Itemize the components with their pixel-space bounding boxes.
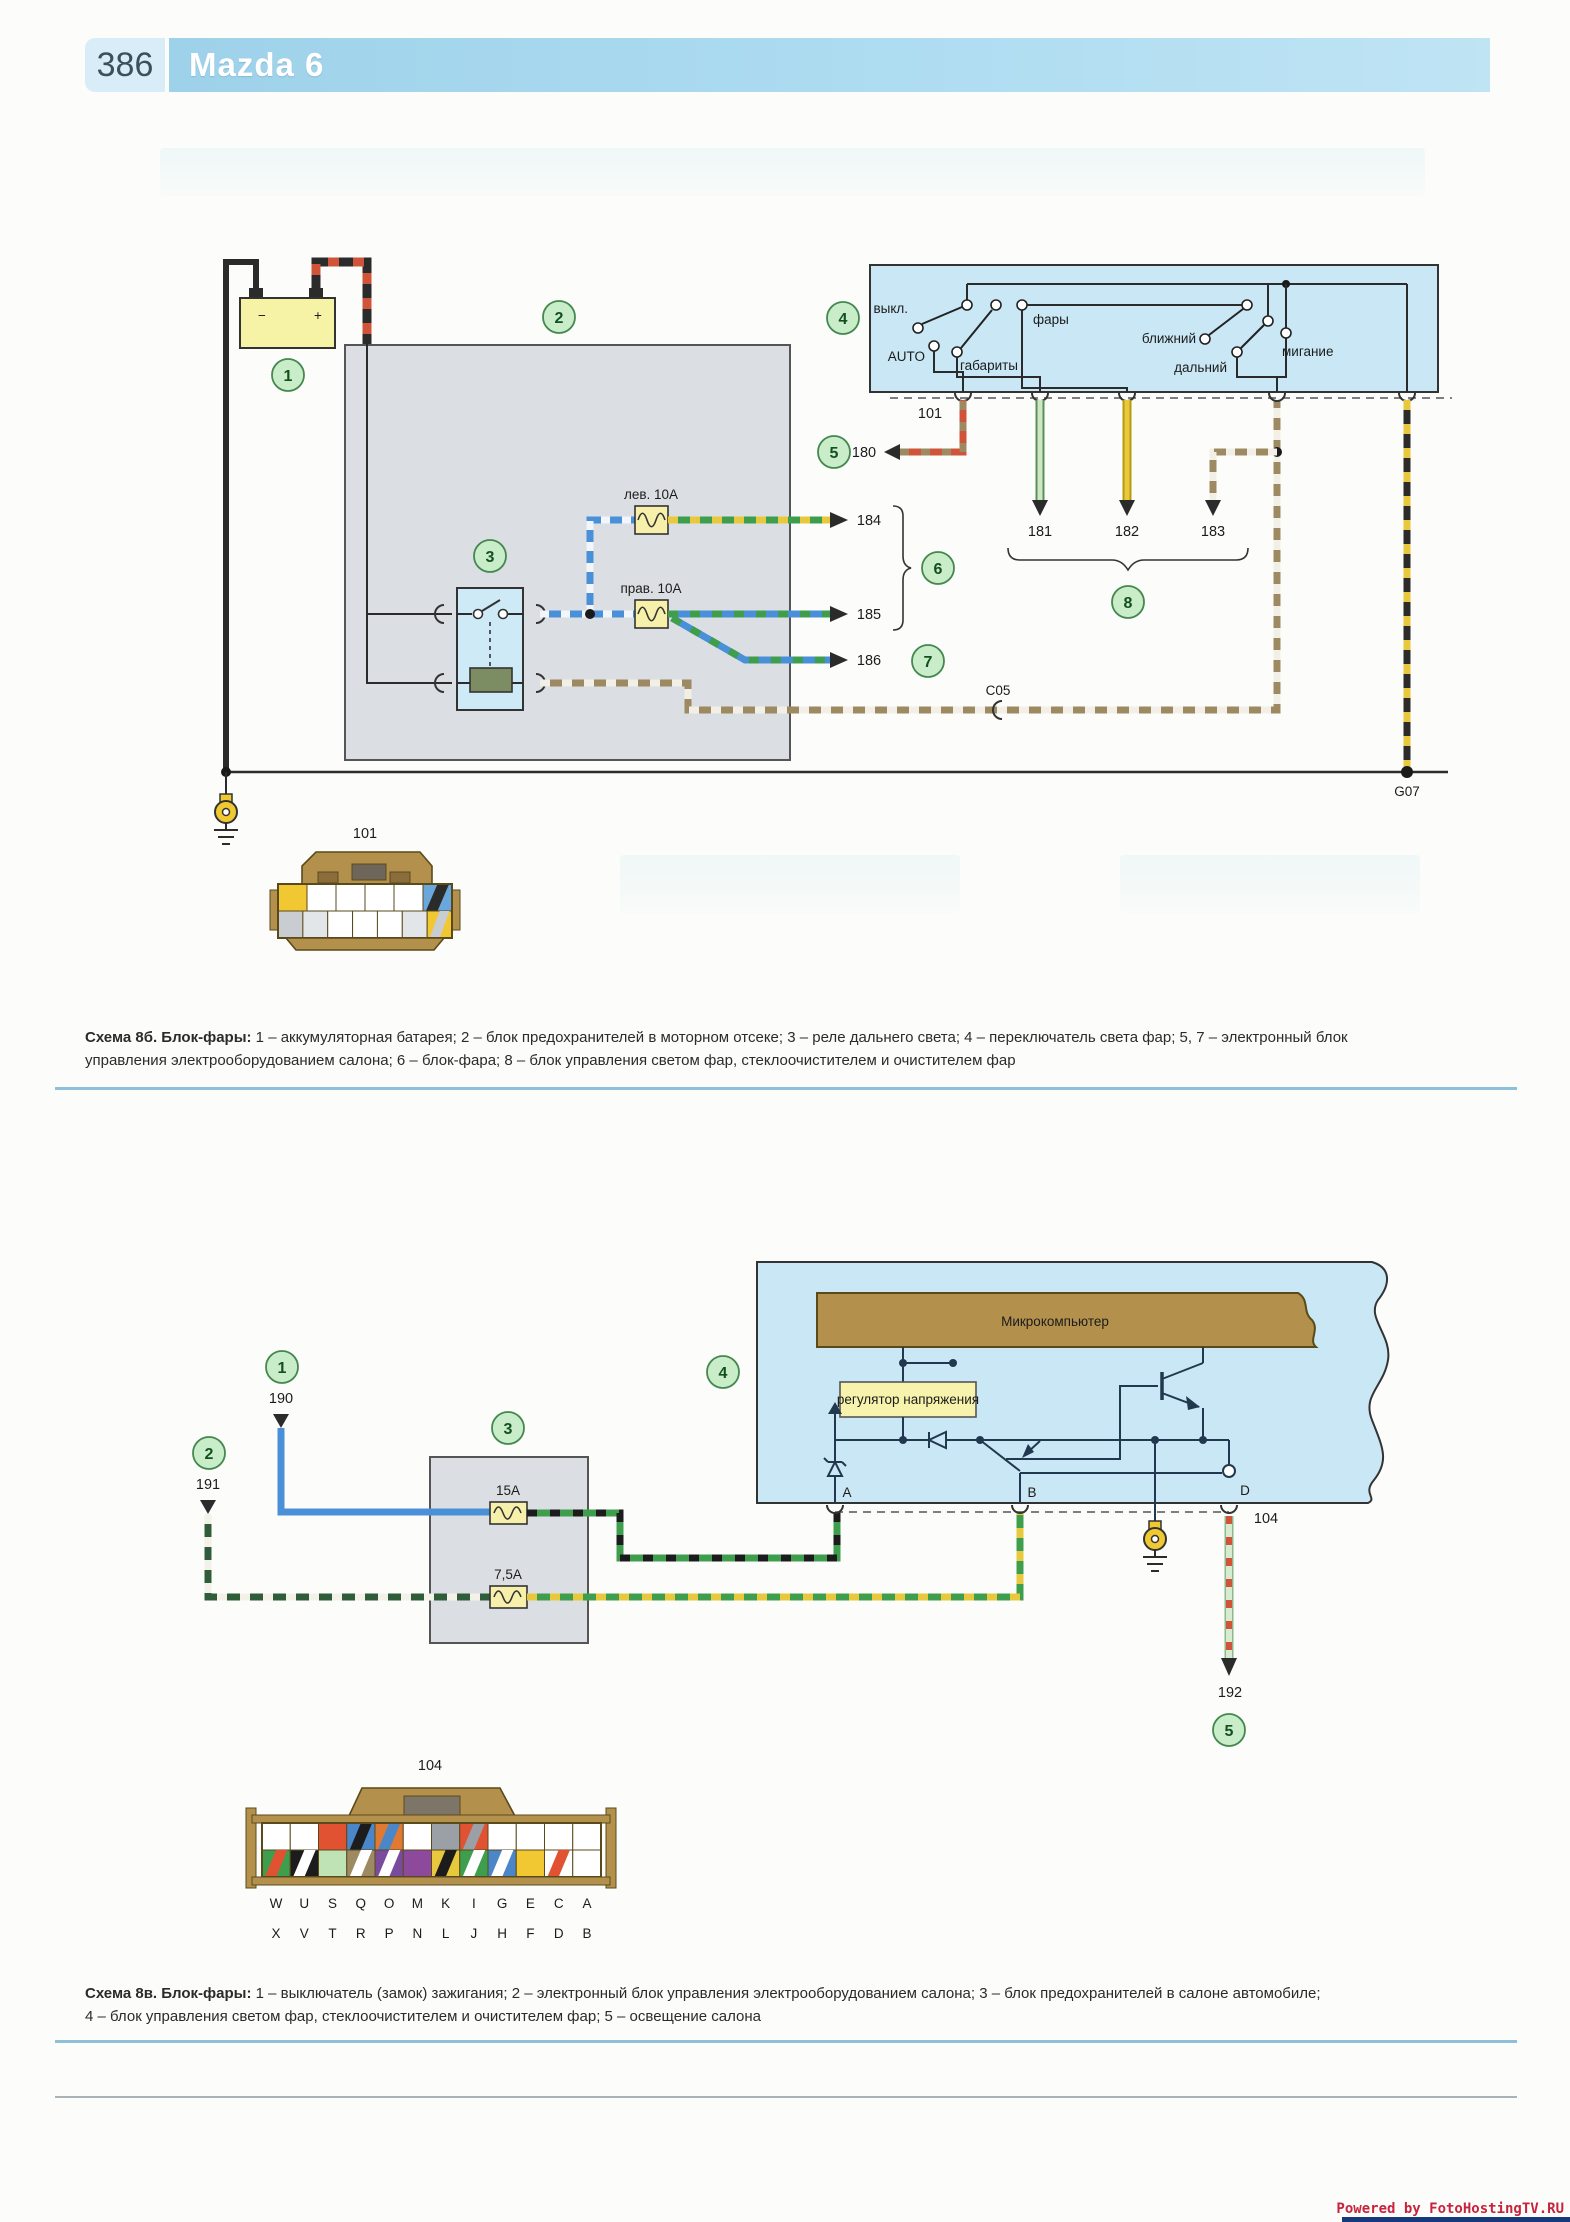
fuse-7-5a-label: 7,5А — [494, 1567, 522, 1582]
svg-text:5: 5 — [829, 445, 839, 462]
wire-190-label: 190 — [268, 1391, 294, 1407]
connector-104-pic-label: 104 — [417, 1758, 443, 1774]
connector-104-letters-bottom — [271, 1926, 591, 1941]
arrow-191 — [200, 1500, 216, 1514]
arrow-190 — [273, 1414, 289, 1428]
wire-182-label: 182 — [1114, 524, 1140, 540]
callout-4 — [827, 302, 859, 334]
svg-text:4: 4 — [718, 1365, 728, 1382]
fuse-right-label: прав. 10А — [620, 581, 682, 596]
connector-104-pin-letter: F — [526, 1926, 535, 1941]
connector-104-pin-letter: L — [441, 1926, 450, 1941]
connector-104-pin-letter: J — [470, 1926, 478, 1941]
arrow-186 — [830, 652, 848, 668]
battery-plus-label: + — [314, 308, 322, 323]
pin-b-label: B — [1027, 1485, 1037, 1500]
wire-184-label: 184 — [856, 513, 882, 529]
section-divider — [55, 2040, 1517, 2043]
arrow-182 — [1119, 500, 1135, 516]
connector-104-pin-letter: N — [412, 1926, 423, 1941]
switch-headlights-label: фары — [1033, 312, 1069, 327]
caption-8b-title: Схема 8б. Блок-фары: — [85, 1029, 252, 1046]
connector-104-pin-letter: Q — [355, 1896, 367, 1911]
callout-3 — [492, 1412, 524, 1444]
connector-104-pin-letter: C — [553, 1896, 564, 1911]
fuse-7-5a — [490, 1567, 527, 1608]
connector-104-pin-letter: X — [271, 1926, 281, 1941]
arrow-184 — [830, 512, 848, 528]
svg-text:7: 7 — [923, 654, 933, 671]
fuse-15a-label: 15А — [495, 1483, 521, 1498]
connector-104-pin-letter: S — [328, 1896, 338, 1911]
connector-104-pin-letter: B — [582, 1926, 592, 1941]
connector-101-picture — [270, 826, 460, 950]
caption-8b-line2: управления электрооборудованием салона; 6 – блок-фара; 8 – блок управления светом фар, стеклоочистителем и очистителем фар — [85, 1052, 1016, 1069]
caption-schema-8v — [85, 1982, 1505, 2028]
callout-2 — [543, 301, 575, 333]
wire-183 — [1213, 452, 1277, 500]
arrow-181 — [1032, 500, 1048, 516]
connector-104-pin-letter: H — [497, 1926, 508, 1941]
pin-a-label: A — [842, 1485, 852, 1500]
fuse-left-label: лев. 10А — [623, 487, 679, 502]
connector-101-pic-label: 101 — [352, 826, 378, 842]
wire-192-label: 192 — [1217, 1685, 1243, 1701]
connector-c05-label: C05 — [985, 683, 1011, 698]
connector-104-pin-letter: T — [328, 1926, 337, 1941]
bottom-edge-bar — [1342, 2217, 1570, 2222]
brace-headlamp — [893, 506, 911, 630]
brand-title: Mazda 6 — [189, 46, 325, 83]
connector-104-letters-top — [270, 1896, 592, 1911]
wire-180-label: 180 — [851, 445, 877, 461]
microcomputer-label: Микрокомпьютер — [1001, 1314, 1109, 1329]
switch-parking-label: габариты — [960, 358, 1019, 373]
voltage-regulator-label: регулятор напряжения — [836, 1392, 980, 1407]
svg-text:6: 6 — [933, 561, 943, 578]
page-number-text: 386 — [96, 45, 154, 84]
connector-104-pin-letter: I — [472, 1896, 476, 1911]
caption-8v-line2: 4 – блок управления светом фар, стеклоочистителем и очистителем фар; 5 – освещение салона — [85, 2008, 761, 2025]
connector-104-label: 104 — [1253, 1511, 1279, 1527]
svg-text:2: 2 — [554, 310, 564, 327]
wire-185-label: 185 — [856, 607, 882, 623]
svg-text:3: 3 — [485, 549, 495, 566]
connector-104-pin-letter: K — [441, 1896, 451, 1911]
high-beam-relay — [457, 588, 523, 710]
callout-7 — [912, 645, 944, 677]
engine-fusebox — [345, 345, 790, 760]
callout-4 — [707, 1356, 739, 1388]
light-switch-block — [870, 265, 1438, 392]
connector-104-pin-letter: R — [355, 1926, 366, 1941]
connector-104-pin-letter: V — [299, 1926, 309, 1941]
svg-text:3: 3 — [503, 1421, 513, 1438]
connector-104-pin-letter: M — [411, 1896, 423, 1911]
ground-eyelet-2 — [1143, 1521, 1167, 1571]
callout-8 — [1112, 586, 1144, 618]
caption-8v-title: Схема 8в. Блок-фары: — [85, 1985, 252, 2002]
arrow-185 — [830, 606, 848, 622]
svg-text:1: 1 — [277, 1360, 287, 1377]
connector-104-pin-letter: A — [582, 1896, 592, 1911]
battery — [240, 288, 335, 348]
wire-186-label: 186 — [856, 653, 882, 669]
brace-control-unit — [1008, 548, 1248, 570]
connector-104-pin-letter: P — [384, 1926, 394, 1941]
caption-8v-line1: 1 – выключатель (замок) зажигания; 2 – электронный блок управления электрооборудованием салона; 3 – блок предохранителей в салоне автомобиле; — [251, 1985, 1321, 2002]
callout-2 — [193, 1437, 225, 1469]
schema-8v — [193, 1262, 1388, 1941]
caption-schema-8b — [85, 1026, 1505, 1072]
arrow-180 — [884, 444, 900, 460]
connector-104-pin-letter: D — [553, 1926, 564, 1941]
connector-104-picture — [246, 1758, 616, 1941]
connector-104-pin-letter: G — [496, 1896, 508, 1911]
callout-3 — [474, 540, 506, 572]
svg-text:1: 1 — [283, 368, 293, 385]
connector-104-pin-letter: O — [383, 1896, 395, 1911]
connector-104-pin-letter: U — [299, 1896, 310, 1911]
callout-1 — [272, 359, 304, 391]
caption-8b-line1: 1 – аккумуляторная батарея; 2 – блок предохранителей в моторном отсеке; 3 – реле дальнего света; 4 – переключатель света фар; 5, 7 – электронный блок — [251, 1029, 1348, 1046]
switch-highbeam-label: дальний — [1174, 360, 1227, 375]
ground-eyelet — [214, 772, 238, 844]
callout-5 — [818, 436, 850, 468]
callout-1 — [266, 1351, 298, 1383]
watermark-text: Powered by FotoHostingTV.RU — [1336, 2201, 1564, 2217]
schema-8b — [214, 262, 1452, 950]
connector-104-pin-letter: W — [269, 1896, 283, 1911]
svg-text:2: 2 — [204, 1446, 214, 1463]
switch-off-label: выкл. — [873, 301, 908, 316]
connector-101-pins — [955, 393, 1415, 401]
svg-text:8: 8 — [1123, 595, 1133, 612]
switch-flash-label: мигание — [1282, 344, 1334, 359]
arrow-183 — [1205, 500, 1221, 516]
svg-text:5: 5 — [1224, 1723, 1234, 1740]
pin-d-label: D — [1240, 1483, 1250, 1498]
connector-104-pin-letter: E — [525, 1896, 535, 1911]
callout-5 — [1213, 1714, 1245, 1746]
ground-g07-label: G07 — [1394, 784, 1420, 799]
switch-lowbeam-label: ближний — [1141, 331, 1196, 346]
battery-minus-label: − — [258, 308, 266, 323]
wire-183-label: 183 — [1200, 524, 1226, 540]
callout-6 — [922, 552, 954, 584]
connector-101-label: 101 — [917, 406, 943, 422]
svg-text:4: 4 — [838, 311, 848, 328]
switch-auto-label: AUTO — [887, 349, 925, 364]
wire-181-label: 181 — [1027, 524, 1053, 540]
arrow-192 — [1221, 1658, 1237, 1676]
section-divider — [55, 1087, 1517, 1090]
wire-191-label: 191 — [195, 1477, 221, 1493]
page-bottom-rule — [55, 2096, 1517, 2098]
